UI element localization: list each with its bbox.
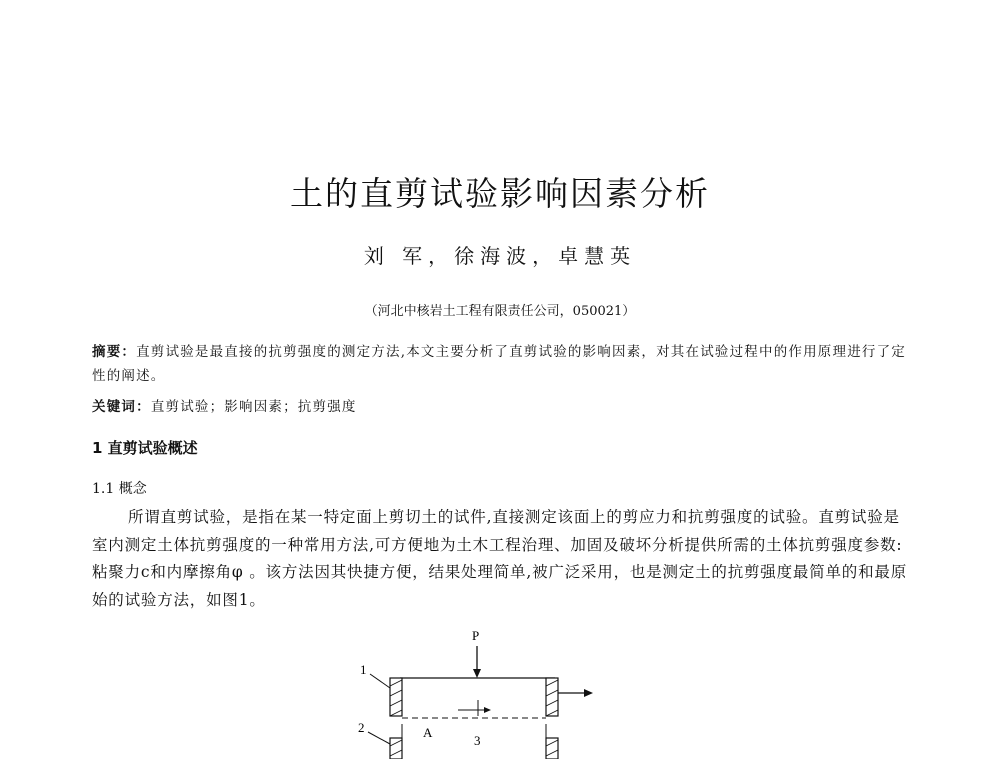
- authors: 刘 军，徐海波，卓慧英: [363, 244, 637, 268]
- figure-label-3: 3: [474, 733, 481, 748]
- shear-force-arrowhead: [584, 689, 593, 697]
- abstract-label: 摘要：: [92, 344, 137, 360]
- upper-left-wall: [390, 678, 402, 716]
- abstract-text: 直剪试验是最直接的抗剪强度的测定方法,本文主要分析了直剪试验的影响因素，对其在试验过程中的作用原理进行了定性的阐述。: [92, 344, 906, 384]
- leader-line-2: [368, 732, 390, 744]
- figure-label-2: 2: [358, 720, 365, 735]
- keywords-label: 关键词：: [92, 399, 151, 415]
- figure-label-1: 1: [360, 662, 367, 677]
- abstract: [92, 340, 912, 388]
- figure-label-p: P: [472, 628, 480, 643]
- paper-title: 土的直剪试验影响因素分析: [290, 174, 710, 213]
- section-heading: 1 直剪试验概述: [92, 439, 198, 457]
- affiliation: （河北中核岩土工程有限责任公司，050021）: [364, 304, 636, 319]
- upper-right-wall: [546, 678, 558, 716]
- keywords: [92, 395, 357, 415]
- load-arrowhead: [473, 669, 481, 678]
- figure-diagram: [340, 620, 640, 759]
- figure-label-a: A: [423, 725, 433, 740]
- body-paragraph: 所谓直剪试验，是指在某一特定面上剪切土的试件,直接测定该面上的剪应力和抗剪强度的试验。直剪试验是室内测定土体抗剪强度的一种常用方法,可方便地为土木工程治理、加固及破坏分析提供所需的土体抗剪强度参数:粘聚力c和内摩擦角φ 。该方法因其快捷方便，结果处理简单,被广泛采用，也是测定土的抗剪强度最简单的和最原始的试验方法，如图1。: [92, 508, 907, 609]
- leader-line-1: [370, 674, 390, 688]
- figure-direct-shear-apparatus: [340, 620, 640, 759]
- keywords-text: 直剪试验；影响因素；抗剪强度: [150, 399, 357, 415]
- center-arrowhead: [484, 707, 491, 713]
- subsection-heading: 1.1 概念: [92, 481, 147, 497]
